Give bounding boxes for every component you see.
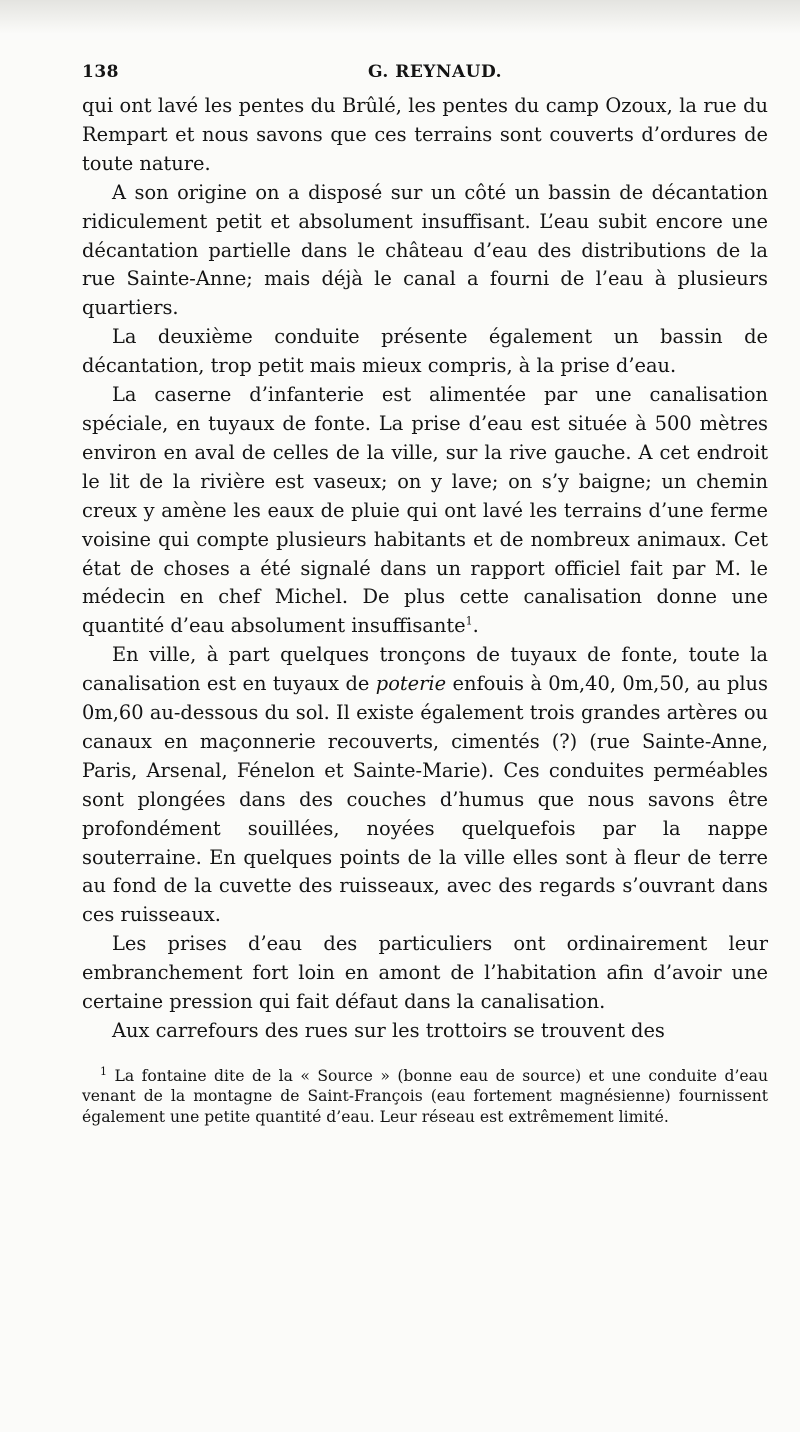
- page-number: 138: [82, 62, 119, 82]
- footnote-marker: 1: [100, 1064, 107, 1078]
- paragraph-1: qui ont lavé les pentes du Brûlé, les pentes du camp Ozoux, la rue du Rempart et nous savons que ces terrains sont couverts d’ordures de toute nature.: [82, 94, 768, 175]
- paragraph-2: A son origine on a disposé sur un côté un bassin de décantation ridiculement petit et absolument insuffisant. L’eau subit encore une décantation partielle dans le château d’eau des distributions de la rue Sainte-Anne; mais déjà le canal a fourni de l’eau à plusieurs quartiers.: [82, 180, 768, 320]
- document-page: [82, 62, 768, 1127]
- footnote-1: [82, 1066, 768, 1128]
- paragraph-5: [82, 641, 768, 930]
- paragraph-3: La deuxième conduite présente également un bassin de décantation, trop petit mais mieux compris, à la prise d’eau.: [82, 325, 768, 378]
- running-header: [82, 62, 768, 92]
- footnote-reference: 1: [465, 614, 473, 628]
- paragraph-4: La caserne d’infanterie est alimentée par une canalisation spéciale, en tuyaux de fonte. La prise d’eau est située à 500 mètres environ en aval de celles de la ville, sur la rive gauche. A cet endroit le lit de la rivière est vaseux; on y lave; on s’y baigne; un chemin creux y amène les eaux de pluie qui ont lavé les terrains d’une ferme voisine qui compte plusieurs habitants et de nombreux animaux. Cet état de choses a été signalé dans un rapport officiel fait par M. le médecin en chef Michel. De plus cette canalisation donne une quantité d’eau absolument insuffisante$^1$.: [82, 383, 768, 638]
- paragraph-6: Les prises d’eau des particuliers ont ordinairement leur embranchement fort loin en amont de l’habitation afin d’avoir une certaine pression qui fait défaut dans la canalisation.: [82, 932, 768, 1014]
- paragraph-5-italic-word: poterie: [375, 672, 447, 696]
- paragraph-5-text-a: En ville, à part quelques tronçons de tuyaux de fonte, toute la canalisation est en tuyaux de: [82, 643, 768, 696]
- body-text: [82, 92, 768, 1046]
- footnotes: [82, 1066, 768, 1128]
- paragraph-7: Aux carrefours des rues sur les trottoirs se trouvent des: [112, 1019, 665, 1042]
- running-header-author: G. REYNAUD.: [367, 62, 503, 82]
- footnote-text: La fontaine dite de la « Source » (bonne eau de source) et une conduite d’eau venant de la montagne de Saint-François (eau fortement magnésienne) fournissent également une petite quantité d’eau. Leur réseau est extrêmement limité.: [82, 1066, 768, 1126]
- scan-top-shading: [0, 0, 800, 34]
- paragraph-5-text-b: enfouis à 0m,40, 0m,50, au plus 0m,60 au-dessous du sol. Il existe également trois grandes artères ou canaux en maçonnerie recouverts, cimentés (?) (rue Sainte-Anne, Paris, Arsenal, Fénelon et Sainte-Marie). Ces conduites perméables sont plongées dans des couches d’humus que nous savons être profondément souillées, noyées quelquefois par la nappe souterraine. En quelques points de la ville elles sont à fleur de terre au fond de la cuvette des ruisseaux, avec des regards s’ouvrant dans ces ruisseaux.: [82, 672, 768, 927]
- paragraph-4-text: La caserne d’infanterie est alimentée par une canalisation spéciale, en tuyaux de fonte. La prise d’eau est située à 500 mètres environ en aval de celles de la ville, sur la rive gauche. A cet endroit le lit de la rivière est vaseux; on y lave; on s’y baigne; un chemin creux y amène les eaux de pluie qui ont lavé les terrains d’une ferme voisine qui compte plusieurs habitants et de nombreux animaux. Cet état de choses a été signalé dans un rapport officiel fait par M. le médecin en chef Michel. De plus cette canalisation donne une quantité d’eau absolument insuffisante: [82, 383, 768, 638]
